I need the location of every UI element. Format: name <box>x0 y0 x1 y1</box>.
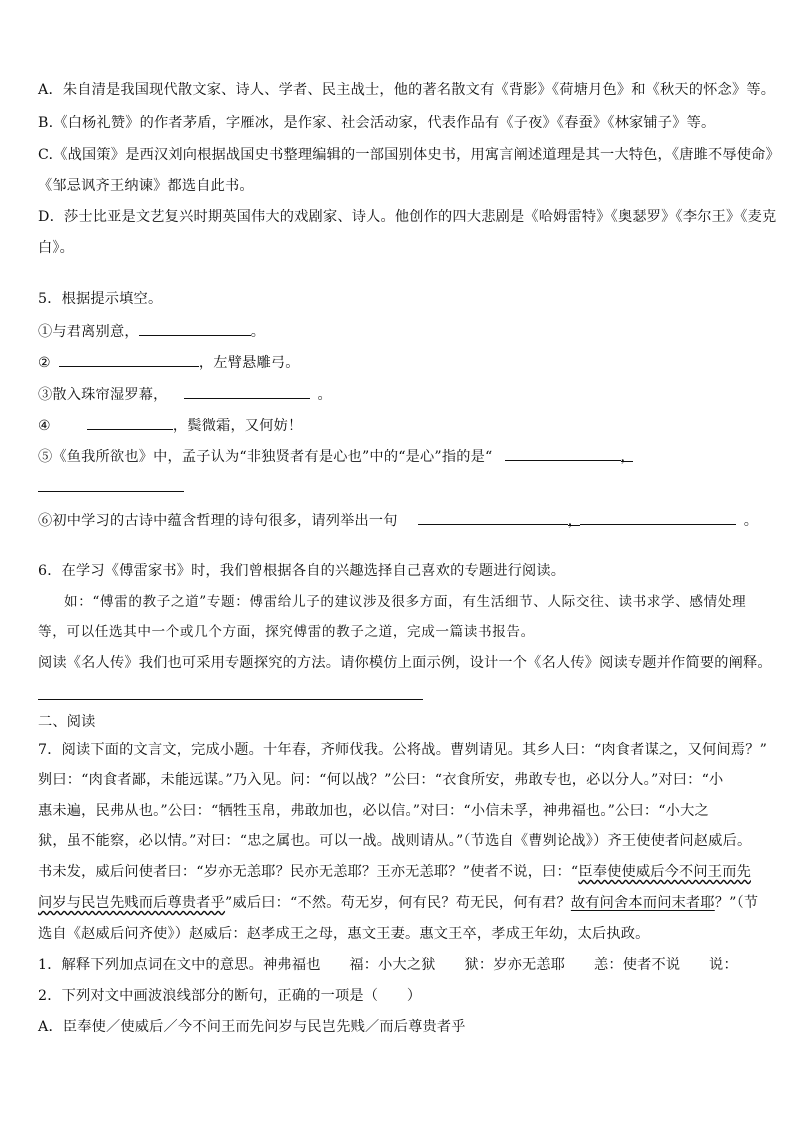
q6-example-line1: 如：“傅雷的教子之道”专题：傅雷给儿子的建议涉及很多方面，有生活细节、人际交往、读书求学、感情处理 <box>64 594 747 610</box>
q7-line3: 惠未遍，民弗从也。”公曰：“牺牲玉帛，弗敢加也，必以信。”对曰：“小信未孚，神弗福也。”公曰：“小大之 <box>38 803 709 819</box>
q6-example-line2: 等，可以任选其中一个或几个方面，探究傅雷的教子之道，完成一篇读书报告。 <box>38 624 535 640</box>
q4-option-b: B.《白杨礼赞》的作者茅盾，字雁冰，是作家、社会活动家，代表作品有《子夜》《春蚕》《林家铺子》等。 <box>38 115 716 131</box>
q5-item-5-text: ⑤《鱼我所欲也》中，孟子认为“非独贤者有是心也”中的“是心”指的是“ <box>38 449 493 465</box>
q7-line1: 7．阅读下面的文言文，完成小题。十年春，齐师伐我。公将战。曹刿请见。其乡人曰：“肉食者谋之，又何间焉？” <box>38 742 768 758</box>
q5-blank-2[interactable] <box>59 352 199 367</box>
q7-line5 <box>38 862 764 882</box>
q5-item-5 <box>38 446 764 467</box>
q5-item-3 <box>38 384 764 405</box>
q5-blank-3[interactable] <box>184 384 310 399</box>
q7-wavy-segment-1: 臣奉使使威后今不问王而先 <box>578 864 751 880</box>
q5-blank-6b[interactable] <box>580 510 736 525</box>
q4-option-c-line1: C.《战国策》是西汉刘向根据战国史书整理编辑的一部国别体史书，用寓言阐述道理是其一大特色，《唐雎不辱使命》 <box>38 147 780 163</box>
q5-blank-5-sep: ， <box>620 449 635 465</box>
q4-option-c-line2: 《邹忌讽齐王纳谏》都选自此书。 <box>38 178 254 194</box>
q5-item-2-num: ② <box>38 355 51 371</box>
q7-line7: 选自《赵威后问齐使》）赵威后：赵孝成王之母，惠文王妻。惠文王卒，孝成王年幼，太后执政。 <box>38 926 650 942</box>
q4-option-d-line2: 白》。 <box>38 240 75 256</box>
q5-blank-5a[interactable] <box>505 446 621 461</box>
q5-blank-4[interactable] <box>87 415 173 430</box>
q7-line6-text: ”威后曰：“不然。苟无岁，何有民？苟无民，何有君？ <box>225 895 571 911</box>
q5-item-6-end: 。 <box>743 513 759 529</box>
q5-item-4-num: ④ <box>38 418 51 434</box>
q5-item-1-end: 。 <box>250 324 266 340</box>
q5-blank-1[interactable] <box>139 321 251 336</box>
q7-line6-end: ？”（节 <box>714 895 759 911</box>
q6-task: 阅读《名人传》我们也可采用专题探究的方法。请你模仿上面示例，设计一个《名人传》阅读专题并作简要的阐释。 <box>38 655 772 671</box>
q7-line5-text: 书未发，威后问使者曰：“岁亦无恙耶？民亦无恙耶？王亦无恙耶？”使者不说，曰：“ <box>38 864 579 880</box>
section-title-reading: 二、阅读 <box>38 714 96 730</box>
q7-line4: 狱，虽不能察，必以情。”对曰：“忠之属也。可以一战。战则请从。”（节选自《曹刿论战》）齐王使使者问赵威后。 <box>38 833 752 849</box>
q4-option-a: A．朱自清是我国现代散文家、诗人、学者、民主战士，他的著名散文有《背影》《荷塘月色》和《秋天的怀念》等。 <box>38 82 776 98</box>
q5-item-5-cont <box>38 477 764 498</box>
q5-title: 5．根据提示填空。 <box>38 291 163 307</box>
q6-answer-line[interactable] <box>38 699 423 700</box>
q7-sub-1: 1．解释下列加点词在文中的意思。神弗福也 福：小大之狱 狱：岁亦无恙耶 恙：使者不说 说： <box>38 957 738 973</box>
q7-line2: 刿曰：“肉食者鄙，未能远谋。”乃入见。问：“何以战？”公曰：“衣食所安，弗敢专也，必以分人。”对曰：“小 <box>38 772 724 788</box>
q5-blank-6a[interactable] <box>418 510 568 525</box>
q5-item-2-text: ，左臂悬雕弓。 <box>198 355 300 371</box>
q5-blank-5b[interactable] <box>38 477 184 492</box>
q7-wavy-segment-2: 问岁与民岂先贱而后尊贵者乎 <box>38 895 226 911</box>
q7-sub-2: 2．下列对文中画波浪线部分的断句，正确的一项是（ ） <box>38 988 422 1004</box>
q5-item-3-end: 。 <box>317 387 332 403</box>
q5-blank-6-sep: ， <box>567 513 583 529</box>
q4-option-d-line1: D．莎士比亚是文艺复兴时期英国伟大的戏剧家、诗人。他创作的四大悲剧是《哈姆雷特》《奥瑟罗》《李尔王》《麦克 <box>38 209 777 225</box>
q5-item-6 <box>38 510 764 531</box>
q7-underlined-sentence: 故有问舍本而问末者耶 <box>570 895 715 911</box>
q5-item-6-text: ⑥初中学习的古诗中蕴含哲理的诗句很多，请列举出一句 <box>38 513 398 529</box>
q5-item-4-text: ，鬓微霜，又何妨！ <box>172 418 303 434</box>
q5-item-1-text: ①与君离别意， <box>38 324 139 340</box>
q5-item-3-text: ③散入珠帘湿罗幕， <box>38 387 168 403</box>
q5-item-1 <box>38 321 764 342</box>
q6-title: 6．在学习《傅雷家书》时，我们曾根据各自的兴趣选择自己喜欢的专题进行阅读。 <box>38 563 566 579</box>
q5-item-2 <box>38 352 764 373</box>
q7-line6 <box>38 893 764 913</box>
q7-option-a: A．臣奉使／使威后／今不问王而先问岁与民岂先贱／而后尊贵者乎 <box>38 1019 466 1035</box>
q5-item-4 <box>38 415 764 436</box>
